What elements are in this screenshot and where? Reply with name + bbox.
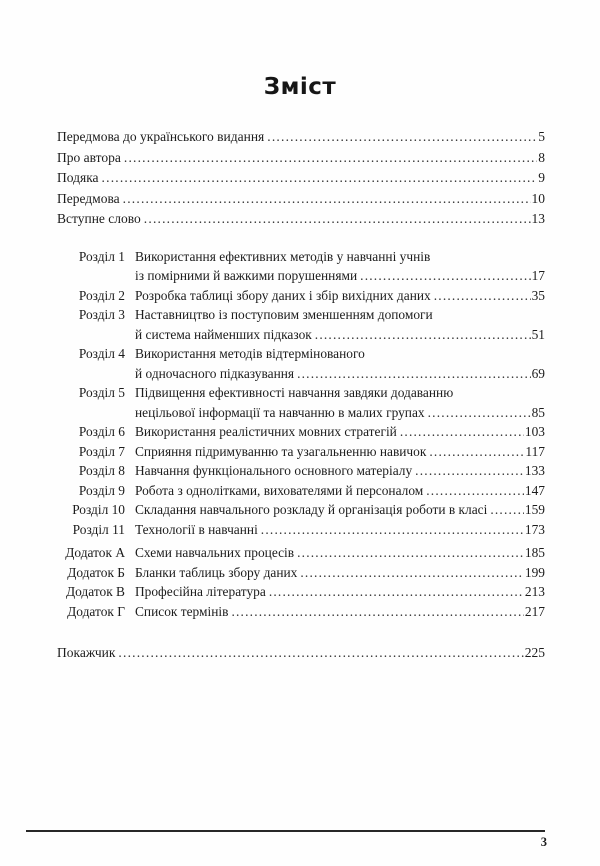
dot-leader — [360, 266, 530, 286]
toc-entry-title: Подяка — [57, 170, 99, 185]
toc-entry — [57, 305, 545, 344]
toc-entry-line — [135, 461, 545, 481]
toc-entry-page: 117 — [525, 443, 545, 459]
toc-entry — [57, 563, 545, 583]
toc-entry — [57, 127, 545, 148]
toc-entry-body — [135, 563, 545, 583]
front-matter-list — [57, 127, 545, 230]
toc-entry-label: Розділ 9 — [78, 482, 125, 498]
toc-entry-title: Професійна література — [135, 584, 266, 599]
footer-rule — [26, 830, 545, 832]
toc-entry-body — [135, 520, 545, 540]
dot-leader — [123, 189, 531, 210]
toc-entry-label: Розділ 1 — [78, 248, 125, 264]
toc-entry — [57, 422, 545, 442]
toc-entry-body — [135, 422, 545, 442]
toc-entry-title: із помірними й важкими порушеннями — [135, 268, 358, 283]
toc-entry-line — [135, 481, 545, 501]
toc-entry-label: Розділ 2 — [78, 287, 125, 303]
toc-entry-label: Розділ 7 — [78, 443, 125, 459]
toc-entry-title: Список термінів — [135, 603, 229, 619]
toc-entry-page: 8 — [538, 149, 545, 165]
toc-entry-body — [135, 286, 545, 306]
dot-leader — [297, 543, 524, 563]
toc-entry-title: Передмова — [57, 190, 120, 206]
toc-entry-title: Навчання функціонального основного матеріалу — [135, 463, 413, 478]
toc-entry-line — [135, 364, 545, 384]
toc-entry — [57, 582, 545, 602]
toc-entry-page: 85 — [531, 404, 545, 420]
toc-entry — [57, 543, 545, 563]
toc-entry-page: 159 — [524, 502, 545, 517]
toc-entry-title: Складання навчального розкладу й організація роботи в класі — [135, 502, 488, 517]
dot-leader — [102, 168, 538, 189]
toc-entry-page: 35 — [531, 287, 545, 303]
toc-entry-title: Технології в навчанні — [135, 521, 258, 537]
toc-entry-body — [135, 582, 545, 602]
toc-entry-body — [135, 500, 545, 520]
toc-entry-line — [135, 286, 545, 306]
toc-entry — [57, 148, 545, 169]
toc-entry-line — [135, 582, 545, 602]
toc-entry — [57, 286, 545, 306]
toc-entry-line — [135, 403, 545, 423]
dot-leader — [261, 520, 524, 540]
dot-leader — [267, 127, 537, 148]
toc-entry-label: Розділ 4 — [78, 346, 125, 361]
toc-entry-body — [135, 305, 545, 344]
toc-entry — [57, 520, 545, 540]
toc-entry-line — [135, 422, 545, 442]
toc-entry-title: Про автора — [57, 149, 121, 165]
toc-entry-title: Покажчик — [57, 645, 116, 660]
toc-entry-title-line: Використання ефективних методів у навчанні учнів — [135, 248, 431, 264]
toc-entry-title-line: Наставництво із поступовим зменшенням допомоги — [135, 307, 433, 322]
toc-entry-body — [135, 602, 545, 622]
toc-entry — [57, 461, 545, 481]
toc-entry-title: Бланки таблиць збору даних — [135, 564, 298, 580]
toc-entry-page: 69 — [531, 365, 545, 381]
toc-entry-body — [135, 442, 545, 462]
toc-entry-page: 103 — [524, 424, 545, 439]
toc-entry-body — [135, 247, 545, 286]
toc-entry-line — [57, 643, 545, 664]
toc-entry-line — [135, 500, 545, 520]
toc-entry — [57, 602, 545, 622]
toc-entry — [57, 209, 545, 230]
toc-entry-body — [135, 481, 545, 501]
index-entry — [57, 643, 545, 664]
page-number: 3 — [540, 835, 547, 849]
toc-entry-label: Розділ 6 — [78, 424, 125, 439]
toc-entry-body — [135, 344, 545, 383]
toc-entry-page: 147 — [524, 482, 545, 498]
toc-entry-title: Передмова до українського видання — [57, 129, 265, 144]
toc-entry-label: Розділ 10 — [72, 502, 125, 517]
toc-entry-line — [135, 442, 545, 462]
toc-entry-title: Робота з однолітками, вихователями й персоналом — [135, 482, 424, 498]
toc-entry-title-line: Підвищення ефективності навчання завдяки додаванню — [135, 385, 454, 400]
toc-entry-body — [135, 383, 545, 422]
toc-entry-label: Розділ 8 — [78, 463, 125, 478]
toc-entry-page: 199 — [524, 564, 545, 580]
toc-entry-body — [135, 543, 545, 563]
toc-entry-page: 9 — [538, 170, 545, 185]
toc-entry-title: й система найменших підказок — [135, 326, 312, 342]
toc-entry — [57, 168, 545, 189]
toc-entry-line — [135, 520, 545, 540]
dot-leader — [426, 481, 524, 501]
toc-entry-page: 51 — [531, 326, 545, 342]
dot-leader — [300, 563, 524, 583]
toc-entry-title: Сприяння підримуванню та узагальненню навичок — [135, 443, 427, 459]
dot-leader — [400, 422, 524, 442]
toc-entry-label: Додаток А — [65, 545, 125, 560]
toc-entry — [57, 442, 545, 462]
toc-entry-line — [135, 325, 545, 345]
toc-entry-body — [135, 461, 545, 481]
dot-leader — [429, 442, 524, 462]
toc-entry-label: Додаток Г — [67, 603, 125, 619]
toc-entry-title: Розробка таблиці збору даних і збір вихідних даних — [135, 287, 431, 303]
toc-entry-title: Схеми навчальних процесів — [135, 545, 295, 560]
toc-entry — [57, 247, 545, 286]
toc-entry-title: нецільової інформації та навчанню в малих групах — [135, 404, 425, 420]
dot-leader — [269, 582, 524, 602]
toc-entry-line — [135, 563, 545, 583]
toc-entry-line — [135, 266, 545, 286]
dot-leader — [490, 500, 524, 520]
toc-entry-page: 217 — [524, 603, 545, 619]
dot-leader — [124, 148, 537, 169]
chapter-list — [57, 247, 545, 540]
dot-leader — [434, 286, 531, 306]
toc-entry-page: 213 — [524, 584, 545, 599]
appendix-list — [57, 543, 545, 621]
dot-leader — [118, 643, 523, 664]
toc-entry-label: Розділ 5 — [78, 385, 125, 400]
toc-entry-page: 10 — [531, 190, 545, 206]
toc-entry-page: 225 — [524, 645, 545, 660]
toc-entry — [57, 344, 545, 383]
toc-entry — [57, 189, 545, 210]
toc-entry-line — [135, 602, 545, 622]
dot-leader — [144, 209, 531, 230]
dot-leader — [231, 602, 523, 622]
page-title: Зміст — [263, 74, 337, 100]
toc-entry-page: 13 — [531, 211, 545, 226]
toc-entry-page: 5 — [538, 129, 545, 144]
toc-entry-title: Вступне слово — [57, 211, 141, 226]
toc-entry — [57, 383, 545, 422]
toc-entry-label: Додаток В — [65, 584, 125, 599]
toc-entry-label: Додаток Б — [67, 564, 125, 580]
toc-entry-page: 185 — [524, 545, 545, 560]
dot-leader — [315, 325, 531, 345]
toc-entry-title: й одночасного підказування — [135, 365, 295, 381]
toc-entry-label: Розділ 3 — [78, 307, 125, 322]
toc-entry-page: 17 — [531, 268, 545, 283]
toc-entry — [57, 500, 545, 520]
dot-leader — [415, 461, 524, 481]
dot-leader — [428, 403, 531, 423]
toc-entry-title: Використання реалістичних мовних стратегій — [135, 424, 397, 439]
toc-entry-label: Розділ 11 — [72, 521, 125, 537]
toc-entry-line — [135, 543, 545, 563]
dot-leader — [297, 364, 531, 384]
toc-entry-page: 133 — [524, 463, 545, 478]
toc-entry — [57, 481, 545, 501]
toc-entry-page: 173 — [524, 521, 545, 537]
toc-entry-title-line: Використання методів відтермінованого — [135, 346, 365, 361]
